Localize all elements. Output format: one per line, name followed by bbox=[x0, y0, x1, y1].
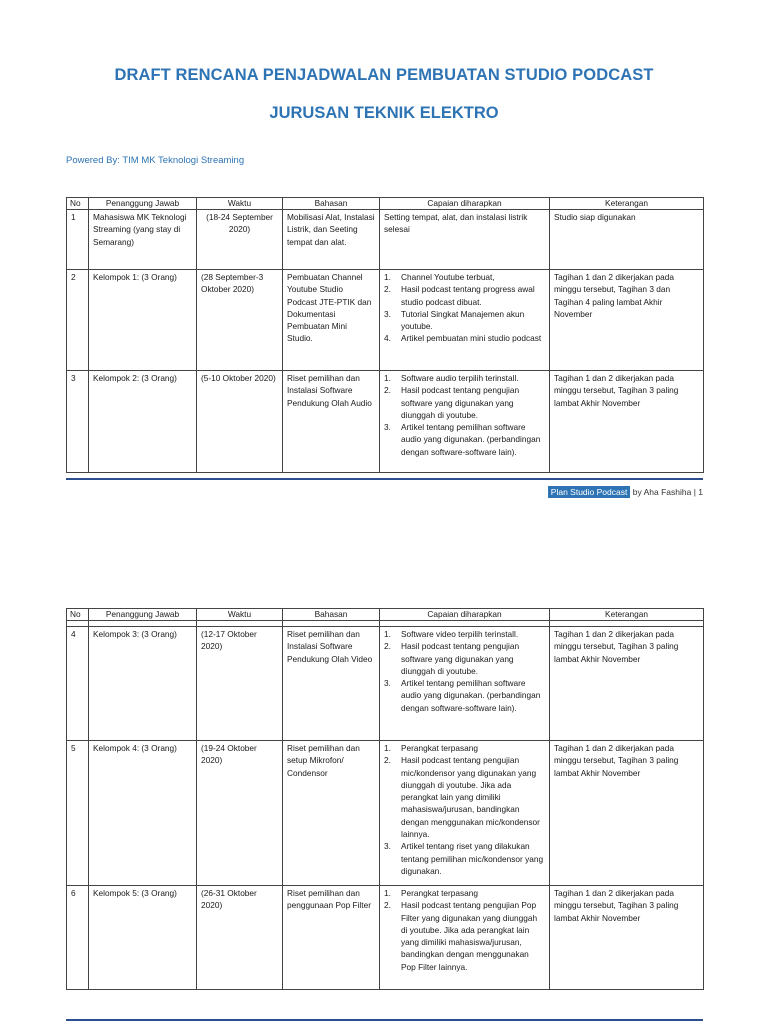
capaian-list bbox=[384, 887, 545, 973]
page-footer bbox=[548, 487, 703, 497]
schedule-table-page-2 bbox=[66, 608, 704, 990]
header-no: No bbox=[67, 198, 89, 210]
waktu-cell: (19-24 Oktober 2020) bbox=[197, 741, 283, 886]
header-bahasan: Bahasan bbox=[283, 609, 380, 621]
list-item: 2. Hasil podcast tentang progress awal studio podcast dibuat. bbox=[384, 284, 535, 307]
list-item: 4. Artikel pembuatan mini studio podcast bbox=[384, 333, 542, 344]
row-number: 1 bbox=[67, 210, 89, 270]
list-item: 1. Software video terpilih terinstall. bbox=[384, 629, 519, 639]
list-item: 1. Channel Youtube terbuat, bbox=[384, 272, 495, 282]
waktu-cell: (5-10 Oktober 2020) bbox=[197, 371, 283, 473]
table-header-row bbox=[67, 609, 704, 621]
table-row bbox=[67, 741, 704, 886]
powered-by-line: Powered By: TIM MK Teknologi Streaming bbox=[66, 155, 245, 166]
capaian-cell bbox=[380, 741, 550, 886]
bahasan-cell: Mobilisasi Alat, Instalasi Listrik, dan Seeting tempat dan alat. bbox=[283, 210, 380, 270]
schedule-table-page-1 bbox=[66, 197, 704, 473]
penanggung-jawab-cell: Kelompok 4: (3 Orang) bbox=[89, 741, 197, 886]
bahasan-cell: Riset pemilihan dan Instalasi Software Pendukung Olah Video bbox=[283, 627, 380, 741]
header-keterangan: Keterangan bbox=[550, 609, 704, 621]
keterangan-cell: Tagihan 1 dan 2 dikerjakan pada minggu tersebut, Tagihan 3 dan Tagihan 4 paling lambat Akhir November bbox=[550, 270, 704, 371]
bahasan-cell: Pembuatan Channel Youtube Studio Podcast JTE-PTIK dan Dokumentasi Pembuatan Mini Studio. bbox=[283, 270, 380, 371]
keterangan-cell: Tagihan 1 dan 2 dikerjakan pada minggu tersebut, Tagihan 3 paling lambat Akhir November bbox=[550, 371, 704, 473]
table-header-row bbox=[67, 198, 704, 210]
header-penanggung-jawab: Penanggung Jawab bbox=[89, 609, 197, 621]
row-number: 3 bbox=[67, 371, 89, 473]
penanggung-jawab-cell: Kelompok 5: (3 Orang) bbox=[89, 886, 197, 990]
footer-tag: Plan Studio Podcast bbox=[548, 486, 631, 498]
capaian-cell: Setting tempat, alat, dan instalasi listrik selesai bbox=[380, 210, 550, 270]
waktu-cell: (28 September-3 Oktober 2020) bbox=[197, 270, 283, 371]
capaian-list bbox=[384, 742, 545, 877]
row-number: 2 bbox=[67, 270, 89, 371]
header-keterangan: Keterangan bbox=[550, 198, 704, 210]
header-capaian: Capaian diharapkan bbox=[380, 609, 550, 621]
bahasan-cell: Riset pemilihan dan penggunaan Pop Filter bbox=[283, 886, 380, 990]
list-item: 2. Hasil podcast tentang pengujian mic/kondensor yang digunakan yang diunggah di youtube. Jika ada perangkat lain yang dimiliki mahasiswa/jurusan, bandingkan dengan menggunakan mic/kondensor lainnya. bbox=[384, 755, 540, 840]
capaian-list bbox=[384, 271, 545, 345]
capaian-cell bbox=[380, 371, 550, 473]
list-item: 1. Software audio terpilih terinstall. bbox=[384, 373, 519, 383]
header-waktu: Waktu bbox=[197, 198, 283, 210]
header-waktu: Waktu bbox=[197, 609, 283, 621]
header-capaian: Capaian diharapkan bbox=[380, 198, 550, 210]
waktu-cell: (26-31 Oktober 2020) bbox=[197, 886, 283, 990]
list-item: 1. Perangkat terpasang bbox=[384, 743, 479, 753]
capaian-cell bbox=[380, 886, 550, 990]
list-item: 3. Artikel tentang riset yang dilakukan tentang pemilihan mic/kondensor yang digunakan. bbox=[384, 841, 544, 876]
list-item: 2. Hasil podcast tentang pengujian software yang digunakan yang diunggah di youtube. bbox=[384, 641, 520, 676]
table-row bbox=[67, 210, 704, 270]
list-item: 3. Tutorial Singkat Manajemen akun youtube. bbox=[384, 308, 525, 332]
capaian-list bbox=[384, 628, 545, 714]
keterangan-cell: Tagihan 1 dan 2 dikerjakan pada minggu tersebut, Tagihan 3 paling lambat Akhir November bbox=[550, 886, 704, 990]
waktu-cell: (18-24 September 2020) bbox=[197, 210, 283, 270]
list-item: 3. Artikel tentang pemilihan software audio yang digunakan. (perbandingan dengan software-software lain). bbox=[384, 422, 541, 457]
header-penanggung-jawab: Penanggung Jawab bbox=[89, 198, 197, 210]
document-title: DRAFT RENCANA PENJADWALAN PEMBUATAN STUDIO PODCAST bbox=[114, 66, 654, 84]
list-item: 2. Hasil podcast tentang pengujian Pop Filter yang digunakan yang diunggah di youtube. Jika ada perangkat lain yang dimiliki mahasiswa/jurusan, bandingkan dengan menggunakan Pop Filter lainnya. bbox=[384, 900, 538, 972]
penanggung-jawab-cell: Mahasiswa MK Teknologi Streaming (yang stay di Semarang) bbox=[89, 210, 197, 270]
penanggung-jawab-cell: Kelompok 1: (3 Orang) bbox=[89, 270, 197, 371]
bahasan-cell: Riset pemilihan dan Instalasi Software Pendukung Olah Audio bbox=[283, 371, 380, 473]
row-number: 5 bbox=[67, 741, 89, 886]
footer-rule bbox=[66, 478, 703, 480]
bottom-rule bbox=[66, 1019, 703, 1021]
penanggung-jawab-cell: Kelompok 3: (3 Orang) bbox=[89, 627, 197, 741]
list-item: 1. Perangkat terpasang bbox=[384, 888, 479, 898]
header-no: No bbox=[67, 609, 89, 621]
document-subtitle: JURUSAN TEKNIK ELEKTRO bbox=[269, 104, 499, 122]
table-row bbox=[67, 886, 704, 990]
table-row bbox=[67, 627, 704, 741]
list-item: 2. Hasil podcast tentang pengujian software yang digunakan yang diunggah di youtube. bbox=[384, 385, 520, 420]
footer-text: by Aha Fashiha | 1 bbox=[632, 487, 703, 497]
table-row bbox=[67, 270, 704, 371]
capaian-cell bbox=[380, 627, 550, 741]
row-number: 6 bbox=[67, 886, 89, 990]
list-item: 3. Artikel tentang pemilihan software audio yang digunakan. (perbandingan dengan software-software lain). bbox=[384, 678, 541, 713]
row-number: 4 bbox=[67, 627, 89, 741]
keterangan-cell: Tagihan 1 dan 2 dikerjakan pada minggu tersebut, Tagihan 3 paling lambat Akhir November bbox=[550, 627, 704, 741]
penanggung-jawab-cell: Kelompok 2: (3 Orang) bbox=[89, 371, 197, 473]
table-row bbox=[67, 371, 704, 473]
keterangan-cell: Tagihan 1 dan 2 dikerjakan pada minggu tersebut, Tagihan 3 paling lambat Akhir November bbox=[550, 741, 704, 886]
keterangan-cell: Studio siap digunakan bbox=[550, 210, 704, 270]
capaian-list bbox=[384, 372, 545, 458]
capaian-cell bbox=[380, 270, 550, 371]
header-bahasan: Bahasan bbox=[283, 198, 380, 210]
bahasan-cell: Riset pemilihan dan setup Mikrofon/ Condensor bbox=[283, 741, 380, 886]
waktu-cell: (12-17 Oktober 2020) bbox=[197, 627, 283, 741]
